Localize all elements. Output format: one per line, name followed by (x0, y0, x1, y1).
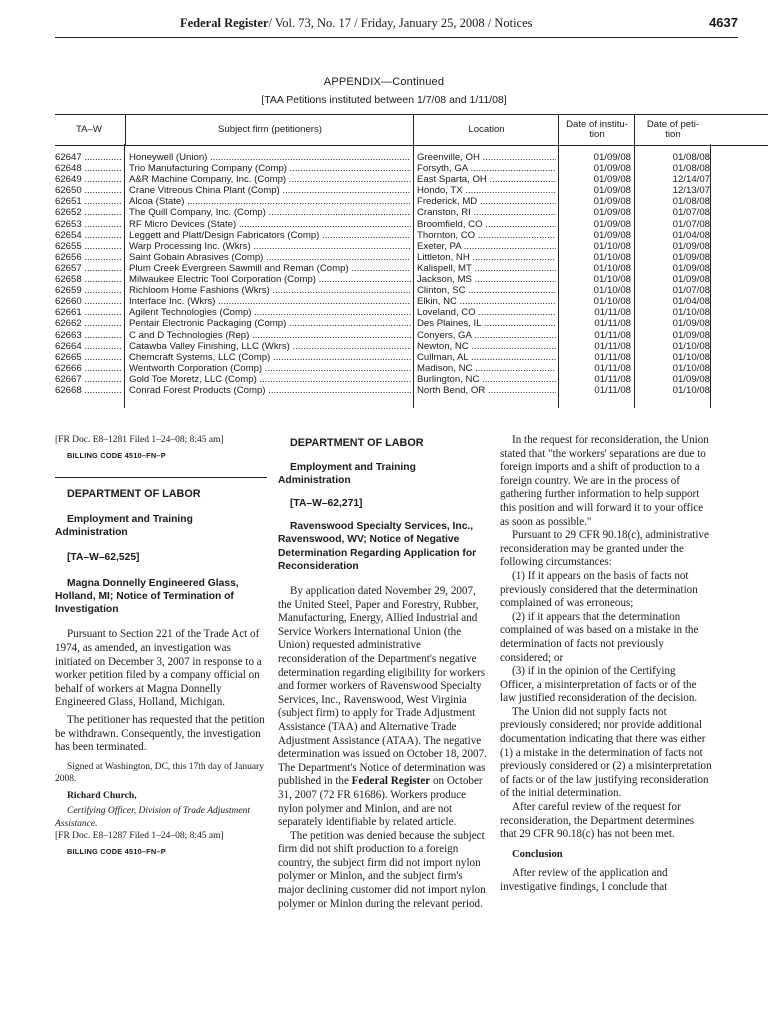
table-row (55, 219, 768, 230)
billing-code: BILLING CODE 4510–FN–P (67, 451, 166, 460)
cell-date-institution: 01/11/08 (594, 351, 631, 363)
cell-date-institution: 01/11/08 (594, 384, 631, 396)
cell-location: East Sparta, OH ..... (417, 174, 556, 185)
table-row (55, 318, 768, 329)
cell-subject-firm: Agilent Technologies (Comp) ..... (129, 307, 411, 318)
cell-date-petition: 01/07/08 (672, 218, 710, 230)
cell-subject-firm: Crane Vitreous China Plant (Comp) ..... (129, 185, 411, 196)
cell-taw-number: 62668 ..... (55, 385, 121, 396)
cell-location: Cullman, AL ..... (417, 352, 556, 363)
cell-subject-firm: Warp Processing Inc. (Wkrs) ..... (129, 241, 411, 252)
agency-heading: Employment and Training Administration (55, 514, 193, 539)
cell-taw-number: 62667 ..... (55, 374, 121, 385)
cell-subject-firm: C and D Technologies (Rep) ..... (129, 330, 411, 341)
column-header-taw: TA–W (76, 124, 102, 135)
criteria-item: (1) If it appears on the basis of facts not previously considered that the determination complained of was erroneous; (500, 569, 698, 610)
table-row (55, 296, 768, 307)
federal-register-ref: Federal Register (351, 775, 431, 788)
table-row (55, 241, 768, 252)
signature-date: Signed at Washington, DC, this 17th day of January 2008. (55, 761, 264, 785)
cell-taw-number: 62666 ..... (55, 363, 121, 374)
billing-code: BILLING CODE 4510–FN–P (67, 846, 166, 856)
cell-subject-firm: Saint Gobain Abrasives (Comp) ..... (129, 252, 411, 263)
cell-date-petition: 01/10/08 (672, 362, 710, 374)
cell-date-institution: 01/11/08 (594, 362, 631, 374)
cell-date-petition: 01/08/08 (672, 163, 710, 175)
cell-subject-firm: Leggett and Platt/Design Fabricators (Comp) ..... (129, 230, 411, 241)
cell-location: Cranston, RI ..... (417, 207, 556, 218)
cell-location: Forsyth, GA ..... (417, 163, 556, 174)
divider (55, 477, 267, 478)
cell-date-institution: 01/10/08 (593, 285, 631, 297)
table-row (55, 252, 768, 263)
cell-date-institution: 01/10/08 (593, 251, 631, 263)
table-row (55, 196, 768, 207)
cell-location: North Bend, OR ..... (417, 385, 556, 396)
agency-heading: Employment and Training Administration (278, 461, 416, 486)
column-2 (278, 434, 490, 911)
table-row (55, 263, 768, 274)
cell-taw-number: 62656 ..... (55, 252, 121, 263)
cell-date-institution: 01/10/08 (593, 296, 631, 308)
table-row (55, 374, 768, 385)
cell-location: Madison, NC ..... (417, 363, 556, 374)
cell-date-institution: 01/11/08 (594, 373, 631, 385)
cell-date-institution: 01/09/08 (593, 229, 631, 241)
table-row (55, 230, 768, 241)
cell-taw-number: 62658 ..... (55, 274, 121, 285)
cell-date-petition: 01/08/08 (672, 196, 710, 208)
cell-location: Conyers, GA ..... (417, 330, 556, 341)
cell-date-petition: 01/10/08 (672, 340, 710, 352)
petitions-table (55, 114, 768, 396)
cell-date-petition: 01/09/08 (672, 373, 710, 385)
running-head-citation (180, 16, 533, 31)
cell-date-petition: 12/13/07 (672, 185, 710, 197)
cell-subject-firm: A&R Machine Company, Inc. (Comp) ..... (129, 174, 411, 185)
cell-subject-firm: Interface Inc. (Wkrs) ..... (129, 296, 411, 307)
cell-date-institution: 01/09/08 (593, 174, 631, 186)
column-header-date-institution: Date of institu- tion (558, 115, 635, 145)
cell-location: Littleton, NH ..... (417, 252, 556, 263)
table-row (55, 174, 768, 185)
cell-date-institution: 01/10/08 (593, 240, 631, 252)
cell-date-petition: 01/09/08 (672, 329, 710, 341)
paragraph-text: on October 31, 2007 (72 FR 61686). Workers produce nylon polymer and Minlon, and are not separately identifiable by related article. (278, 775, 483, 829)
cell-location: Loveland, CO ..... (417, 307, 556, 318)
cell-taw-number: 62659 ..... (55, 285, 121, 296)
body-paragraph: The petition was denied because the subject firm did not shift production to a foreign country, the subject firm did not import nylon polymer or Minlon, and the subject firm's major declining customer did not import nylon polymer or Minlon during the relevant period. (278, 829, 486, 910)
cell-date-institution: 01/11/08 (594, 340, 631, 352)
conclusion-heading: Conclusion (512, 848, 563, 860)
page-number: 4637 (709, 15, 738, 30)
criteria-item: (2) if it appears that the determination complained of was based on a mistake in the determination of facts not previously considered; or (500, 610, 699, 664)
cell-location: Burlington, NC ..... (417, 374, 556, 385)
running-head (55, 15, 738, 38)
cell-location: Jackson, MS ..... (417, 274, 556, 285)
cell-subject-firm: Wentworth Corporation (Comp) ..... (129, 363, 411, 374)
cell-date-petition: 01/10/08 (672, 384, 710, 396)
cell-location: Des Plaines, IL ..... (417, 318, 556, 329)
column-rule (558, 144, 559, 408)
column-rule (710, 144, 711, 408)
cell-date-institution: 01/09/08 (593, 152, 631, 163)
cell-location: Kalispell, MT ..... (417, 263, 556, 274)
cell-location: Clinton, SC ..... (417, 285, 556, 296)
cell-taw-number: 62664 ..... (55, 341, 121, 352)
notice-subject: Magna Donnelly Engineered Glass, Holland, MI; Notice of Termination of Investigation (55, 577, 239, 616)
body-paragraph: The Union did not supply facts not previously considered; nor provide additional documentation indicating that there was either (1) a mistake in the determination of facts not previously considered or (2) a misinterpretation of facts or of the law justifying reconsideration of the initial determination. (500, 705, 712, 800)
table-row (55, 207, 768, 218)
journal-name: Federal Register (180, 16, 269, 30)
cell-location: Hondo, TX ..... (417, 185, 556, 196)
cell-date-petition: 01/09/08 (672, 318, 710, 330)
cell-date-petition: 01/10/08 (672, 307, 710, 319)
table-row (55, 285, 768, 296)
table-row (55, 152, 768, 163)
cell-subject-firm: Catawba Valley Finishing, LLC (Wkrs) ..... (129, 341, 411, 352)
cell-date-petition: 01/04/08 (672, 296, 710, 308)
cell-date-institution: 01/09/08 (593, 218, 631, 230)
criteria-item: (3) if in the opinion of the Certifying Officer, a misinterpretation of facts or of the law justified reconsideration of the decision. (500, 665, 698, 705)
appendix-subtitle: [TAA Petitions instituted between 1/7/08 and 1/11/08] (261, 94, 507, 106)
column-3 (500, 434, 712, 895)
docket-number: [TA–W–62,525] (67, 552, 140, 564)
cell-taw-number: 62662 ..... (55, 318, 121, 329)
table-row (55, 274, 768, 285)
cell-taw-number: 62661 ..... (55, 307, 121, 318)
cell-taw-number: 62650 ..... (55, 185, 121, 196)
cell-date-petition: 01/09/08 (672, 251, 710, 263)
cell-date-institution: 01/09/08 (593, 185, 631, 197)
table-row (55, 330, 768, 341)
column-1 (55, 434, 267, 859)
table-row (55, 385, 768, 396)
table-body (55, 152, 768, 396)
cell-subject-firm: RF Micro Devices (State) ..... (129, 219, 411, 230)
department-heading: DEPARTMENT OF LABOR (67, 487, 201, 500)
cell-taw-number: 62653 ..... (55, 219, 121, 230)
cell-date-institution: 01/10/08 (593, 262, 631, 274)
cell-subject-firm: The Quill Company, Inc. (Comp) ..... (129, 207, 411, 218)
table-row (55, 307, 768, 318)
cell-date-petition: 01/07/08 (672, 207, 710, 219)
cell-taw-number: 62649 ..... (55, 174, 121, 185)
column-header-date-petition: Date of peti- tion (634, 115, 711, 145)
cell-date-institution: 01/09/08 (593, 196, 631, 208)
cell-location: Frederick, MD ..... (417, 196, 556, 207)
body-paragraph (278, 585, 490, 830)
table-row (55, 163, 768, 174)
cell-date-petition: 01/04/08 (672, 229, 710, 241)
cell-location: Greenville, OH ..... (417, 152, 556, 163)
cell-date-petition: 01/09/08 (672, 240, 710, 252)
notice-subject: Ravenswood Specialty Services, Inc., Ravenswood, WV; Notice of Negative Determination Regarding Application for Reconsideration (278, 521, 477, 572)
cell-subject-firm: Milwaukee Electric Tool Corporation (Comp) ..... (129, 274, 411, 285)
table-header (55, 114, 768, 146)
column-rule (413, 144, 414, 408)
cell-taw-number: 62657 ..... (55, 263, 121, 274)
table-row (55, 341, 768, 352)
cell-subject-firm: Pentair Electronic Packaging (Comp) ..... (129, 318, 411, 329)
cell-date-petition: 01/09/08 (672, 274, 710, 286)
cell-taw-number: 62647 ..... (55, 152, 121, 163)
cell-date-petition: 01/09/08 (672, 262, 710, 274)
cell-subject-firm: Alcoa (State) ..... (129, 196, 411, 207)
cell-location: Newton, NC ..... (417, 341, 556, 352)
cell-subject-firm: Honeywell (Union) ..... (129, 152, 411, 163)
body-paragraph: Pursuant to Section 221 of the Trade Act of 1974, as amended, an investigation was initiated on December 3, 2007 in response to a worker petition filed by a company official on behalf of workers at Magna Donnelly Engineered Glass, Holland, Michigan. (55, 628, 262, 709)
body-paragraph: The petitioner has requested that the petition be withdrawn. Consequently, the investigation has been terminated. (55, 713, 265, 754)
cell-taw-number: 62648 ..... (55, 163, 121, 174)
cell-location: Broomfield, CO ..... (417, 219, 556, 230)
cell-subject-firm: Chemcraft Systems, LLC (Comp) ..... (129, 352, 411, 363)
cell-taw-number: 62663 ..... (55, 330, 121, 341)
body-paragraph: Pursuant to 29 CFR 90.18(c), administrative reconsideration may be granted under the following circumstances: (500, 529, 709, 569)
cell-date-institution: 01/11/08 (594, 329, 631, 341)
cell-date-petition: 01/07/08 (672, 285, 710, 297)
column-header-location: Location (413, 115, 559, 145)
table-row (55, 352, 768, 363)
cell-subject-firm: Gold Toe Moretz, LLC (Comp) ..... (129, 374, 411, 385)
cell-taw-number: 62652 ..... (55, 207, 121, 218)
fr-doc-line: [FR Doc. E8–1281 Filed 1–24–08; 8:45 am] (55, 435, 224, 445)
cell-date-petition: 12/14/07 (672, 174, 710, 186)
cell-date-institution: 01/11/08 (594, 307, 631, 319)
appendix-title: APPENDIX—Continued (323, 76, 445, 88)
table-row (55, 363, 768, 374)
body-paragraph: After review of the application and investigative findings, I conclude that (500, 867, 668, 893)
docket-number: [TA–W–62,271] (290, 497, 363, 509)
column-header-subject-firm: Subject firm (petitioners) (125, 115, 414, 145)
paragraph-text: By application dated November 29, 2007, the United Steel, Paper and Forestry, Rubber, Manufacturing, Energy, Allied Industrial and Service Workers International Union (the Union) requested administrative reconsideration of the Department's negative determination regarding eligibility for workers and former workers of Ravenswood Specialty Services, Inc., Ravenswood, West Virginia (subject firm) to apply for Trade Adjustment Assistance (TAA) and Alternative Trade Adjustment Assistance (ATAA). The negative determination was issued on October 18, 2007. The Department's Notice of determination was published in the (278, 585, 487, 788)
signer-name: Richard Church, (67, 789, 137, 801)
cell-subject-firm: Richloom Home Fashions (Wkrs) ..... (129, 285, 411, 296)
cell-subject-firm: Trio Manufacturing Company (Comp) ..... (129, 163, 411, 174)
cell-taw-number: 62654 ..... (55, 230, 121, 241)
fr-doc-line: [FR Doc. E8–1287 Filed 1–24–08; 8:45 am] (55, 830, 224, 841)
column-rule (124, 144, 125, 408)
cell-date-institution: 01/10/08 (593, 274, 631, 286)
cell-date-petition: 01/10/08 (672, 351, 710, 363)
department-heading: DEPARTMENT OF LABOR (290, 437, 424, 449)
cell-date-petition: 01/08/08 (672, 152, 710, 163)
cell-subject-firm: Conrad Forest Products (Comp) ..... (129, 385, 411, 396)
body-paragraph: In the request for reconsideration, the Union stated that "the workers' separations are due to foreign imports and a shift of production to a foreign country. We are in the process of gathering further information to help support this position and will forward it to your office as soon as possible." (500, 434, 709, 528)
cell-location: Exeter, PA ..... (417, 241, 556, 252)
table-row (55, 185, 768, 196)
cell-taw-number: 62665 ..... (55, 352, 121, 363)
cell-taw-number: 62655 ..... (55, 241, 121, 252)
cell-taw-number: 62651 ..... (55, 196, 121, 207)
cell-subject-firm: Plum Creek Evergreen Sawmill and Reman (Comp) ..... (129, 263, 411, 274)
cell-date-institution: 01/09/08 (593, 163, 631, 175)
cell-location: Thornton, CO ..... (417, 230, 556, 241)
cell-date-institution: 01/11/08 (594, 318, 631, 330)
issue-citation: / Vol. 73, No. 17 / Friday, January 25, 2008 / Notices (268, 16, 533, 30)
signer-title: Certifying Officer, Division of Trade Adjustment Assistance. (55, 806, 250, 829)
cell-date-institution: 01/09/08 (593, 207, 631, 219)
cell-location: Elkin, NC ..... (417, 296, 556, 307)
cell-taw-number: 62660 ..... (55, 296, 121, 307)
body-paragraph: After careful review of the request for reconsideration, the Department determines that 29 CFR 90.18(c) has not been met. (500, 801, 695, 841)
column-rule (634, 144, 635, 408)
